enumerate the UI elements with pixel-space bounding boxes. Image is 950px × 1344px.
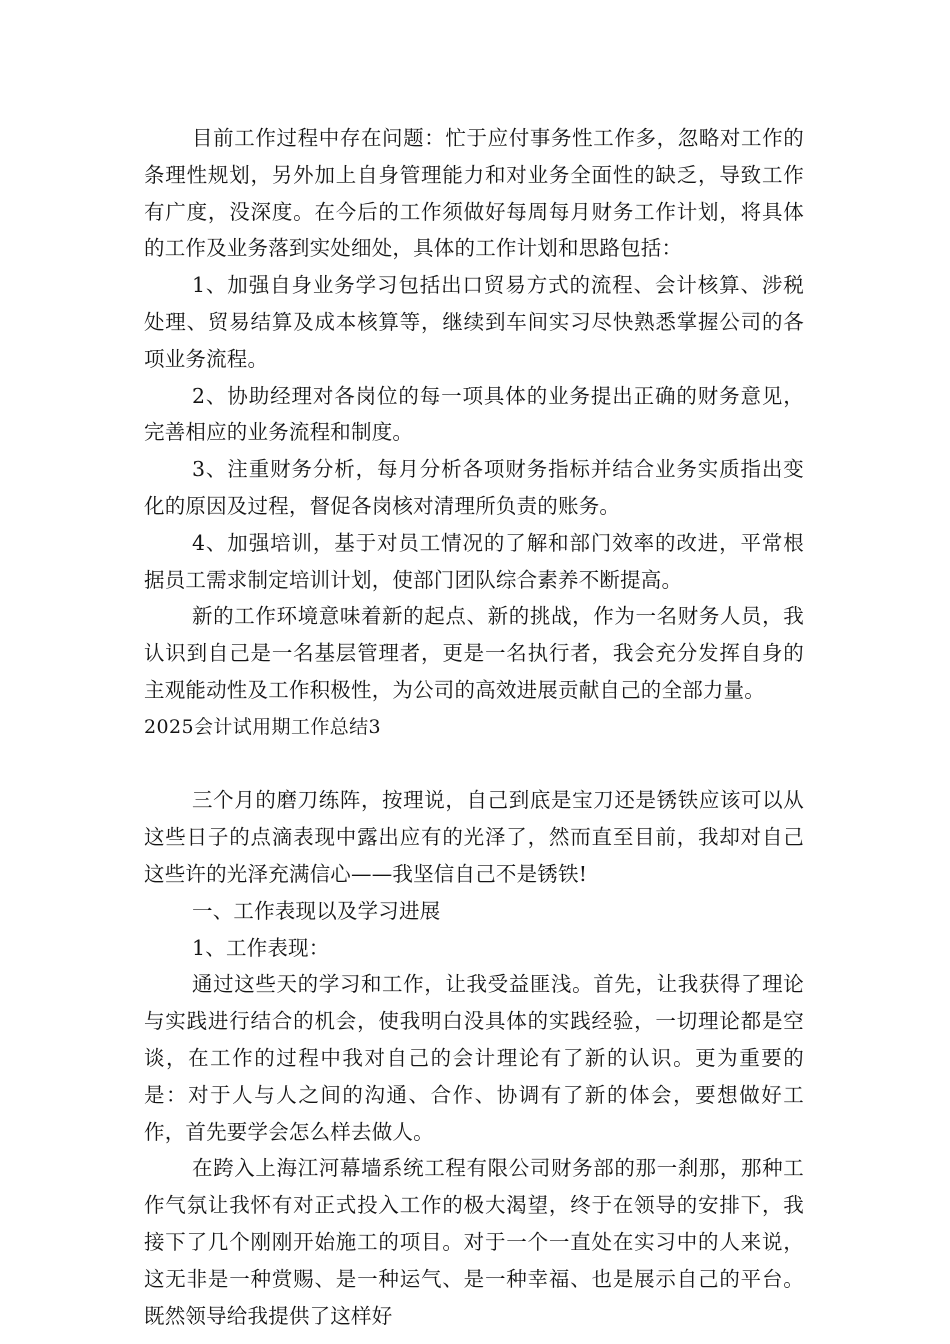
section-title: 2025会计试用期工作总结3 [144, 715, 382, 738]
subheading-performance: 一、工作表现以及学习进展 [192, 898, 441, 923]
document-body [144, 120, 804, 1334]
paragraph-item-1: 1、加强自身业务学习包括出口贸易方式的流程、会计核算、涉税处理、贸易结算及成本核算等，继续到车间实习尽快熟悉掌握公司的各项业务流程。 [144, 273, 804, 371]
paragraph-learning: 通过这些天的学习和工作，让我受益匪浅。首先，让我获得了理论与实践进行结合的机会，使我明白没具体的实践经验，一切理论都是空谈，在工作的过程中我对自己的会计理论有了新的认识。更为重要的是：对于人与人之间的沟通、合作、协调有了新的体会，要想做好工作，首先要学会怎么样去做人。 [144, 972, 804, 1144]
paragraph-item-3: 3、注重财务分析，每月分析各项财务指标并结合业务实质指出变化的原因及过程，督促各岗核对清理所负责的账务。 [144, 457, 804, 518]
paragraph-item-4: 4、加强培训，基于对员工情况的了解和部门效率的改进，平常根据员工需求制定培训计划，使部门团队综合素养不断提高。 [144, 530, 804, 592]
paragraph-joining: 在跨入上海江河幕墙系统工程有限公司财务部的那一刹那，那种工作气氛让我怀有对正式投入工作的极大渴望，终于在领导的安排下，我接下了几个刚刚开始施工的项目。对于一个一直处在实习中的人来说，这无非是一种赏赐、是一种运气、是一种幸福、也是展示自己的平台。既然领导给我提供了这样好 [144, 1156, 804, 1328]
paragraph-problems: 目前工作过程中存在问题：忙于应付事务性工作多，忽略对工作的条理性规划，另外加上自身管理能力和对业务全面性的缺乏，导致工作有广度，没深度。在今后的工作须做好每周每月财务工作计划，将具体的工作及业务落到实处细处，具体的工作计划和思路包括： [144, 126, 804, 261]
blank-line [144, 746, 804, 783]
paragraph-conclusion: 新的工作环境意味着新的起点、新的挑战，作为一名财务人员，我认识到自己是一名基层管理者，更是一名执行者，我会充分发挥自身的主观能动性及工作积极性，为公司的高效进展贡献自己的全部力量。 [144, 604, 804, 702]
subheading-work-performance: 1、工作表现： [192, 935, 330, 960]
paragraph-item-2: 2、协助经理对各岗位的每一项具体的业务提出正确的财务意见，完善相应的业务流程和制度。 [144, 383, 804, 445]
paragraph-intro: 三个月的磨刀练阵，按理说，自己到底是宝刀还是锈铁应该可以从这些日子的点滴表现中露出应有的光泽了，然而直至目前，我却对自己这些许的光泽充满信心——我坚信自己不是锈铁! [144, 788, 804, 886]
